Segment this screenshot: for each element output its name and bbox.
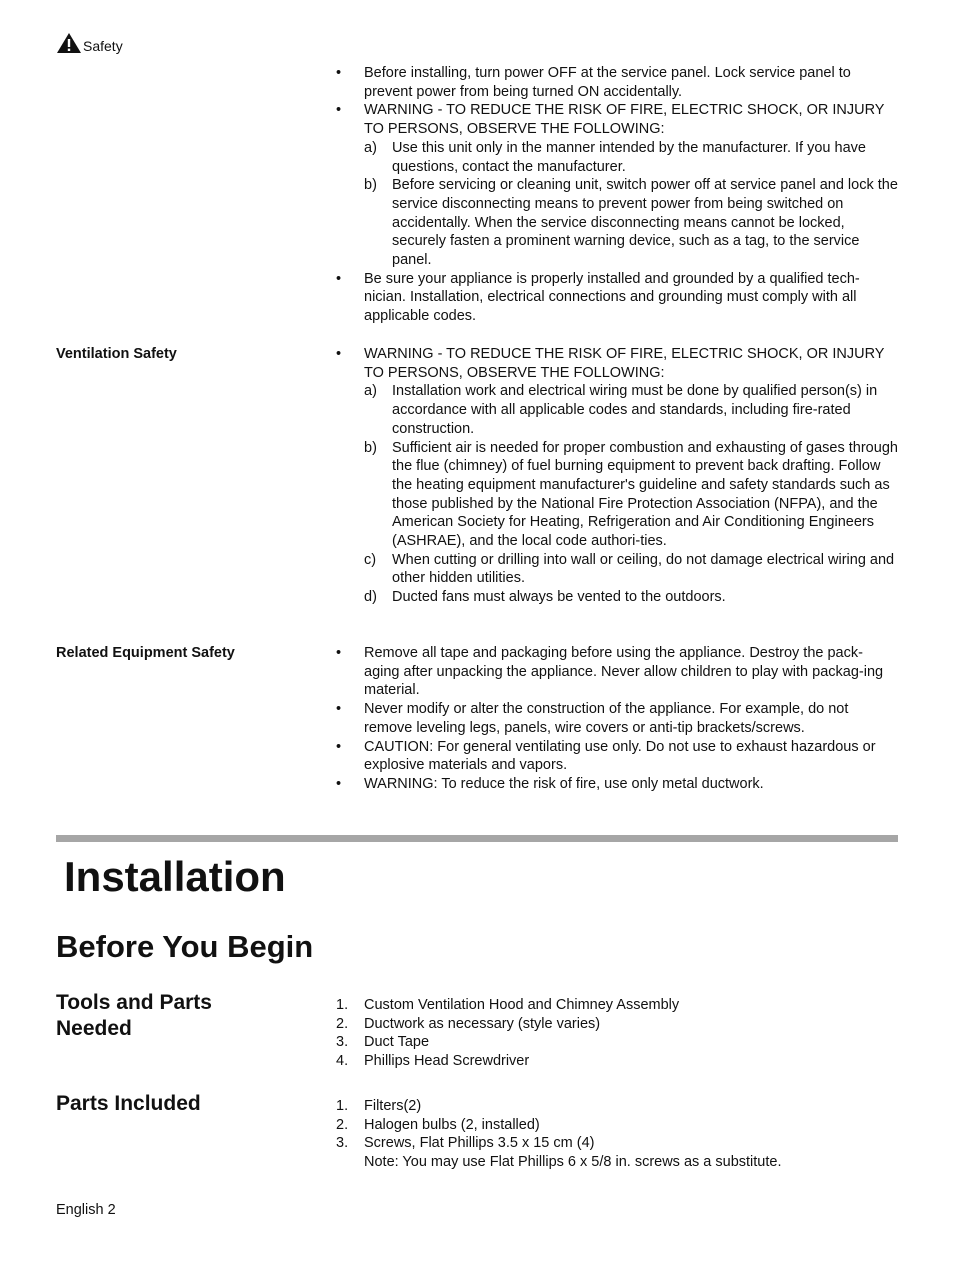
list-item: 4. Phillips Head Screwdriver: [336, 1053, 530, 1070]
parts-note: Note: You may use Flat Phillips 6 x 5/8 in. screws as a substitute.: [364, 1154, 782, 1171]
list-item: • Before installing, turn power OFF at the service panel. Lock service panel to prevent power from being turned ON accidentally.: [336, 65, 851, 100]
list-item: • Be sure your appliance is properly installed and grounded by a qualified tech-nician. Installation, electrical connections and grounding must comply with all applicable codes.: [336, 270, 860, 325]
safety-list: [336, 64, 898, 326]
list-item: 2. Halogen bulbs (2, installed): [336, 1116, 540, 1133]
list-item: 1. Filters(2): [336, 1098, 422, 1114]
bullet: •: [336, 102, 342, 119]
bullet: •: [336, 270, 342, 287]
bullet: •: [336, 65, 342, 81]
ventilation-title: Ventilation Safety: [56, 346, 177, 362]
sub-list-item: a) Use this unit only in the manner intended by the manufacturer. If you have questions, contact the manufacturer.: [364, 139, 866, 175]
tools-list: [336, 996, 898, 1071]
sub-list-item: c) When cutting or drilling into wall or ceiling, do not damage electrical wiring and other hidden utilities.: [364, 551, 895, 587]
list-item: 3. Duct Tape: [336, 1034, 430, 1051]
list-item: 2. Ductwork as necessary (style varies): [336, 1015, 601, 1032]
bullet: •: [336, 645, 342, 661]
section-label: Safety: [83, 38, 123, 54]
warning-triangle-icon: [56, 32, 82, 54]
list-item: 1. Custom Ventilation Hood and Chimney Assembly: [336, 997, 680, 1013]
list-item: • WARNING - TO REDUCE THE RISK OF FIRE, ELECTRIC SHOCK, OR INJURY TO PERSONS, OBSERVE THE FOLLOWING:: [336, 346, 885, 381]
sub-list-item: b) Sufficient air is needed for proper combustion and exhausting of gases through the flue (chimney) of fuel burning equipment to prevent back drafting. Follow the heating equipment manufacturer's guideline and safety standards such as those published by the National Fire Protection Association (NFPA), and the American Society for Heating, Refrigeration and Air Conditioning Engineers (ASHRAE), and the local code authori-ties.: [364, 439, 898, 550]
list-item: • CAUTION: For general ventilating use only. Do not use to exhaust hazardous or explosive materials and vapors.: [336, 738, 876, 774]
bullet: •: [336, 346, 342, 362]
list-item: • WARNING: To reduce the risk of fire, use only metal ductwork.: [336, 775, 764, 792]
list-item: 3. Screws, Flat Phillips 3.5 x 15 cm (4): [336, 1135, 595, 1152]
related-title: Related Equipment Safety: [56, 645, 235, 661]
bullet: •: [336, 701, 342, 718]
sub-list-item: b) Before servicing or cleaning unit, switch power off at service panel and lock the service disconnecting means to prevent power from being switched on accidentally. When the service disconnecting means cannot be locked, securely fasten a prominent warning device, such as a tag, to the service panel.: [364, 177, 898, 269]
sub-list-item: d) Ducted fans must always be vented to the outdoors.: [364, 589, 726, 606]
bullet: •: [336, 738, 342, 755]
chapter-title: Installation: [64, 853, 286, 900]
parts-title: Parts Included: [56, 1092, 201, 1115]
sub-list-item: a) Installation work and electrical wiring must be done by qualified person(s) in accordance with all applicable codes and standards, including fire-rated construction.: [364, 383, 878, 437]
tools-title: Tools and Parts Needed: [56, 991, 212, 1040]
page-footer: English 2: [56, 1202, 116, 1218]
parts-list: [336, 1097, 898, 1172]
related-list: [336, 644, 898, 794]
list-item: • Remove all tape and packaging before using the appliance. Destroy the pack-aging after unpacking the appliance. Never allow children to play with packag-ing material.: [336, 645, 884, 699]
section-title: Before You Begin: [56, 929, 314, 964]
list-item: • WARNING - TO REDUCE THE RISK OF FIRE, ELECTRIC SHOCK, OR INJURY TO PERSONS, OBSERVE THE FOLLOWING:: [336, 102, 885, 138]
ventilation-list: [336, 345, 898, 607]
page-header: [56, 30, 123, 54]
list-item: • Never modify or alter the construction of the appliance. For example, do not remove leveling legs, panels, wire covers or anti-tip brackets/screws.: [336, 701, 849, 736]
chapter-divider: [56, 835, 898, 842]
bullet: •: [336, 775, 342, 792]
